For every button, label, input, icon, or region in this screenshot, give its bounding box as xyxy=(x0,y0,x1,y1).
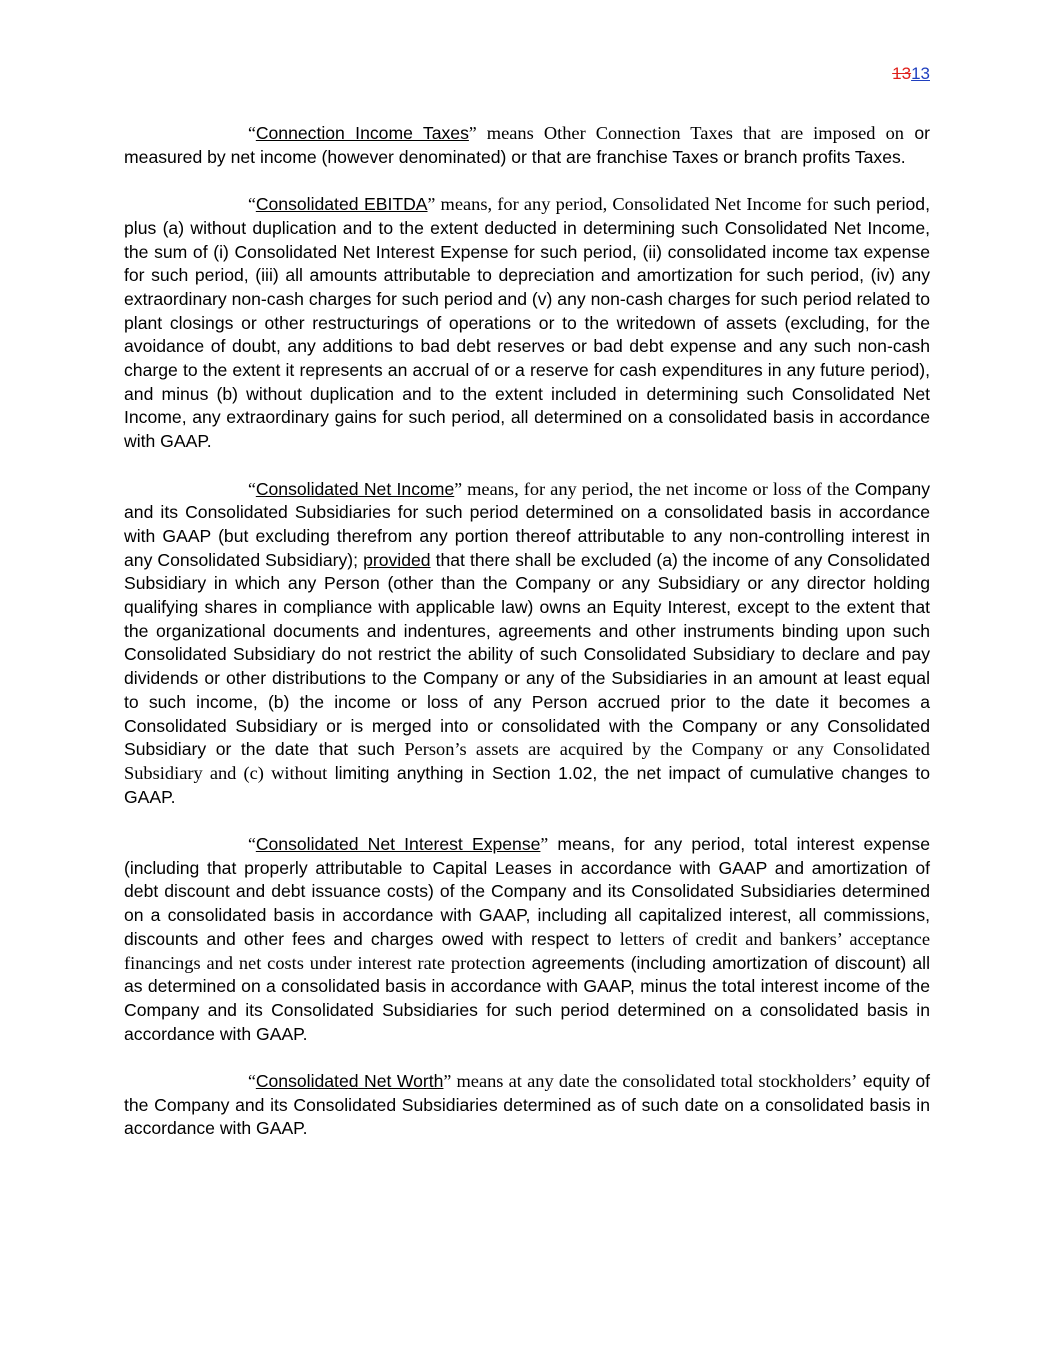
open-quote: “ xyxy=(248,123,256,143)
definition-body-text: means, for any period, total interest expense (including that properly attributable to Capital Leases in accordance with GAAP and amortization of debt discount and debt issuance costs) of the Company and its Consolidated Subsidiaries determined on a consolidated basis in accordance with GAAP, including all capitalized interest, all commissions, discounts and other fees and charges owed with respect to xyxy=(124,834,930,949)
definition-lead-text: means at any date the consolidated total stockholders’ xyxy=(451,1071,858,1092)
definition-body-text: agreements (including amortization of discount) all as determined on a consolidated basis in accordance with GAAP, minus the total interest income of the Company and its Consolidated Subsidiaries for such period determined on a consolidated basis in accordance with GAAP. xyxy=(124,952,930,1044)
definition-consolidated-ebitda xyxy=(124,193,930,454)
defined-term: Connection Income Taxes xyxy=(255,123,469,143)
defined-term: Consolidated Net Interest Expense xyxy=(255,834,541,855)
page-number-deleted: 13 xyxy=(892,64,912,83)
open-quote: “ xyxy=(248,478,256,499)
document-body xyxy=(124,122,930,1165)
defined-term: Consolidated Net Income xyxy=(255,478,455,499)
definition-body-text: equity of the Company and its Consolidated Subsidiaries determined as of such date on a consolidated basis in accordance with GAAP. xyxy=(124,1071,931,1139)
defined-term: Consolidated Net Worth xyxy=(255,1071,444,1092)
definition-lead-text: means, for any period, Consolidated Net Income for xyxy=(435,194,829,215)
provided-term: provided xyxy=(363,549,431,570)
definition-consolidated-net-worth xyxy=(124,1070,930,1141)
definition-lead-text: means Other Connection Taxes that are imposed on xyxy=(476,123,904,143)
definition-serif-text: letters of credit and bankers’ acceptance financings and net costs under interest rate protection xyxy=(124,928,930,973)
close-quote: ” xyxy=(454,478,463,499)
definition-lead-text: means, for any period, the net income or loss of the xyxy=(462,478,850,499)
open-quote: “ xyxy=(248,1071,256,1092)
definition-body-text: Company and its Consolidated Subsidiaries for such period determined on a consolidated basis in accordance with GAAP (but excluding therefrom any portion thereof attributable to any non-controlling interest in any Consolidated Subsidiary); xyxy=(124,478,930,570)
definition-serif-text: Person’s assets are acquired by the Company or any Consolidated Subsidiary and (c) without xyxy=(124,739,930,783)
open-quote: “ xyxy=(248,834,256,855)
definition-connection-income-taxes xyxy=(124,122,930,169)
page-number xyxy=(892,64,930,84)
definition-body-text: or measured by net income (however denominated) or that are franchise Taxes or branch profits Taxes. xyxy=(124,123,930,167)
close-quote: ” xyxy=(443,1071,452,1092)
definition-body-text: that there shall be excluded (a) the income of any Consolidated Subsidiary in which any Person (other than the Company or any Subsidiary or any director holding qualifying shares in compliance with applicable law) owns an Equity Interest, except to the extent that the organizational documents and indentures, agreements and other instruments binding upon such Consolidated Subsidiary do not restrict the ability of such Consolidated Subsidiary to declare and pay dividends or other distributions to the Company or any of the Subsidiaries in an amount at least equal to such income, (b) the income or loss of any Person accrued prior to the date it becomes a Consolidated Subsidiary or is merged into or consolidated with the Company or any Consolidated Subsidiary or the date that such xyxy=(124,549,930,760)
definition-body-text: such period, plus (a) without duplication and to the extent deducted in determining such Consolidated Net Income, the sum of (i) Consolidated Net Interest Expense for such period, (ii) consolidated income tax expense for such period, (iii) all amounts attributable to depreciation and amortization for such period, (iv) any extraordinary non-cash charges for such period and (v) any non-cash charges for such period related to plant closings or other restructurings of operations or to the writedown of assets (excluding, for the avoidance of doubt, any additions to bad debt reserves or bad debt expense and any such non-cash charge to the extent it represents an accrual of or a reserve for cash expenditures in any future period), and minus (b) without duplication and to the extent included in determining such Consolidated Net Income, any extraordinary gains for such period, all determined on a consolidated basis in accordance with GAAP. xyxy=(124,194,930,452)
definition-consolidated-net-interest-expense xyxy=(124,833,930,1046)
close-quote: ” xyxy=(427,194,436,215)
close-quote: ” xyxy=(540,834,549,855)
close-quote: ” xyxy=(468,123,477,143)
open-quote: “ xyxy=(248,194,256,215)
defined-term: Consolidated EBITDA xyxy=(255,194,428,215)
definition-body-text: limiting anything in Section 1.02, the net impact of cumulative changes to GAAP. xyxy=(124,762,931,807)
definition-consolidated-net-income xyxy=(124,478,930,810)
page-number-inserted: 13 xyxy=(911,64,930,83)
